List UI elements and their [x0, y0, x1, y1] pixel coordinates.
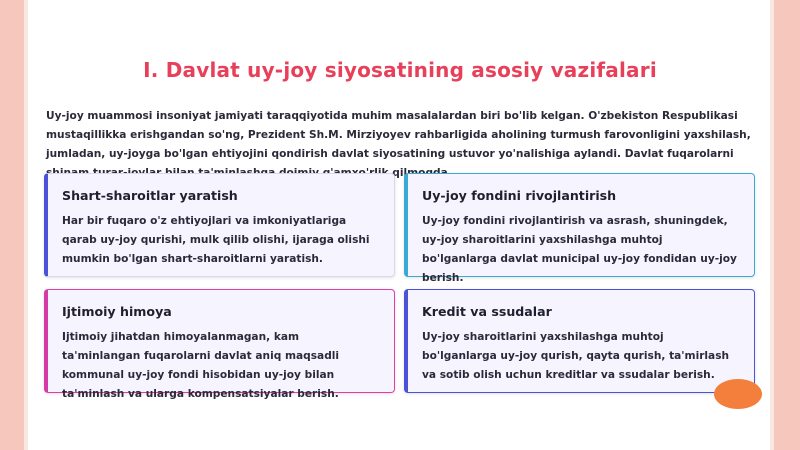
- card-text: Ijtimoiy jihatdan himoyalanmagan, kam ta'minlangan fuqarolarni davlat aniq maqsadli kommunal uy-joy fondi hisobidan uy-joy bilan ta'minlash va ularga kompensatsiyalar berish.: [62, 331, 340, 400]
- slide-title: I. Davlat uy-joy siyosatining asosiy vazifalari: [143, 58, 657, 82]
- card-uy-joy-fondi: [404, 173, 755, 284]
- card-shart-sharoitlar: [44, 173, 395, 277]
- intro-paragraph: Uy-joy muammosi insoniyat jamiyati taraqqiyotida muhim masalalardan biri bo'lib kelgan. O'zbekiston Respublikasi mustaqillikka erishgandan so'ng, Prezident Sh.M. Mirziyoyev rahbarligida aholining turmush farovonligini yaxshilash, jumladan, uy-joyga bo'lgan ehtiyojini qondirish davlat siyosatining ustuvor yo'nalishiga aylandi. Davlat fuqarolarni: [46, 110, 751, 160]
- card-text: Uy-joy fondini rivojlantirish va asrash, shuningdek, uy-joy sharoitlarini yaxshilashga muhtoj bo'lganlarga davlat municipal uy-joy fondidan uy-joy berish.: [422, 215, 737, 284]
- left-frame-inner-strip: [24, 0, 28, 450]
- left-frame-strip: [0, 0, 24, 450]
- right-frame-strip: [774, 0, 800, 450]
- card-kredit-ssudalar: [404, 289, 755, 393]
- card-text: Har bir fuqaro o'z ehtiyojlari va imkoniyatlariga qarab uy-joy qurishi, mulk qilib olishi, ijaraga olishi mumkin bo'lgan shart-sharoitlarni yaratish.: [62, 215, 370, 265]
- card-title: Ijtimoiy himoya: [62, 304, 172, 319]
- card-title: Shart-sharoitlar yaratish: [62, 188, 238, 203]
- card-ijtimoiy-himoya: [44, 289, 395, 400]
- card-title: Kredit va ssudalar: [422, 304, 552, 319]
- card-text: Uy-joy sharoitlarini yaxshilashga muhtoj bo'lganlarga uy-joy qurish, qayta qurish, ta'mirlash va sotib olish uchun kreditlar va ssudalar berish.: [422, 331, 730, 381]
- card-title: Uy-joy fondini rivojlantirish: [422, 188, 617, 203]
- right-frame-inner-strip: [770, 0, 774, 450]
- orange-decorative-blob: [714, 379, 762, 409]
